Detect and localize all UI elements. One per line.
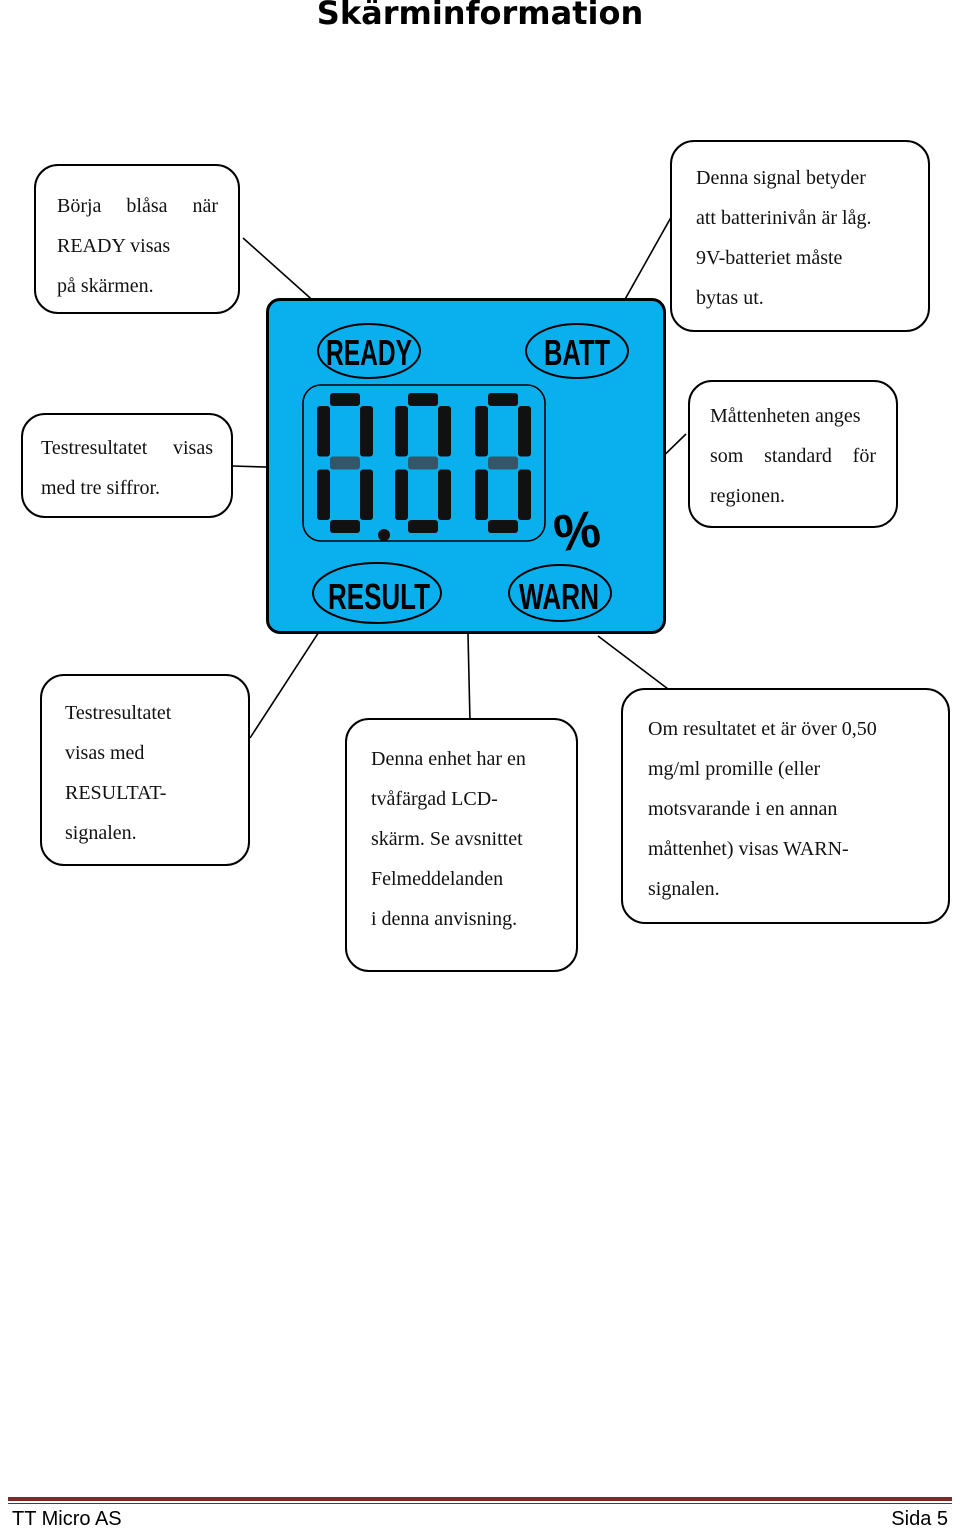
digit-2-segment-d: [408, 520, 438, 533]
page-title: Skärminformation: [316, 0, 644, 32]
callout-batt-line: Denna signal betyder: [696, 167, 866, 189]
callout-lcd-line: skärm. Se avsnittet: [371, 828, 523, 850]
digit-1-segment-g: [330, 457, 360, 470]
digit-2-segment-g: [408, 457, 438, 470]
warn-indicator-label: WARN: [519, 576, 599, 617]
callout-digits: [21, 413, 233, 518]
digit-3-segment-c: [518, 470, 531, 521]
callout-unit-line: regionen.: [710, 485, 785, 507]
result-indicator-label: RESULT: [328, 576, 431, 617]
callout-warn-line: mg/ml promille (eller: [648, 758, 821, 780]
digit-3-segment-b: [518, 406, 531, 457]
callout-result-line: RESULTAT-: [65, 782, 167, 804]
callout-warn-line: signalen.: [648, 878, 720, 900]
callout-warn: [621, 688, 950, 924]
digit-2-segment-e: [395, 470, 408, 521]
unit-label: %: [550, 500, 605, 564]
callout-warn-line: motsvarande i en annan: [648, 798, 838, 820]
callout-result-line: signalen.: [65, 822, 137, 844]
callout-lcd-line: i denna anvisning.: [371, 908, 518, 930]
digit-1-segment-b: [360, 406, 373, 457]
callout-result-line: Testresultatet: [65, 702, 172, 724]
callout-batt-line: bytas ut.: [696, 287, 764, 309]
digit-1-segment-d: [330, 520, 360, 533]
callout-batt-line: att batterinivån är låg.: [696, 207, 872, 229]
callout-unit-line: Måttenheten anges: [710, 405, 861, 427]
callout-batt: [670, 140, 930, 332]
ready-indicator-label: READY: [326, 332, 412, 373]
batt-indicator-label: BATT: [544, 332, 611, 373]
digit-1-segment-e: [317, 470, 330, 521]
footer-rule-thin: [8, 1503, 952, 1504]
digit-3-segment-d: [488, 520, 518, 533]
digit-3-segment-f: [475, 406, 488, 457]
seven-segment-digits: [317, 393, 531, 533]
digit-1-segment-c: [360, 470, 373, 521]
callout-unit: [688, 380, 898, 528]
callout-result: [40, 674, 250, 866]
digit-3-segment-a: [488, 393, 518, 406]
callout-ready-line: Börja blåsa när: [57, 195, 218, 217]
lcd-display: [266, 298, 666, 634]
decimal-point: [378, 529, 390, 541]
digit-2-segment-f: [395, 406, 408, 457]
callout-lcd-line: tvåfärgad LCD-: [371, 788, 498, 810]
digit-3-segment-g: [488, 457, 518, 470]
callout-ready: [34, 164, 240, 314]
footer-rule: [8, 1497, 952, 1501]
connector-warn: [598, 636, 672, 692]
callout-ready-line: READY visas: [57, 235, 171, 257]
digit-1-segment-a: [330, 393, 360, 406]
callout-ready-line: på skärmen.: [57, 275, 154, 297]
callout-result-line: visas med: [65, 742, 145, 764]
callout-digits-line: med tre siffror.: [41, 477, 161, 499]
footer-page-number: Sida 5: [891, 1508, 948, 1530]
callout-unit-line: som standard för: [710, 445, 876, 467]
digit-3-segment-e: [475, 470, 488, 521]
digit-2-segment-a: [408, 393, 438, 406]
callout-lcd-line: Denna enhet har en: [371, 748, 526, 770]
callout-batt-line: 9V-batteriet måste: [696, 247, 843, 269]
connector-result: [250, 618, 328, 738]
callout-lcd-line: Felmeddelanden: [371, 868, 504, 890]
callout-lcd: [345, 718, 578, 972]
digit-2-segment-b: [438, 406, 451, 457]
callout-digits-line: Testresultatet visas: [41, 437, 213, 459]
digit-1-segment-f: [317, 406, 330, 457]
callout-warn-line: måttenhet) visas WARN-: [648, 838, 849, 860]
callout-warn-line: Om resultatet et är över 0,50: [648, 718, 877, 740]
footer-company: TT Micro AS: [12, 1508, 122, 1530]
connector-lcd: [468, 634, 470, 722]
digit-2-segment-c: [438, 470, 451, 521]
